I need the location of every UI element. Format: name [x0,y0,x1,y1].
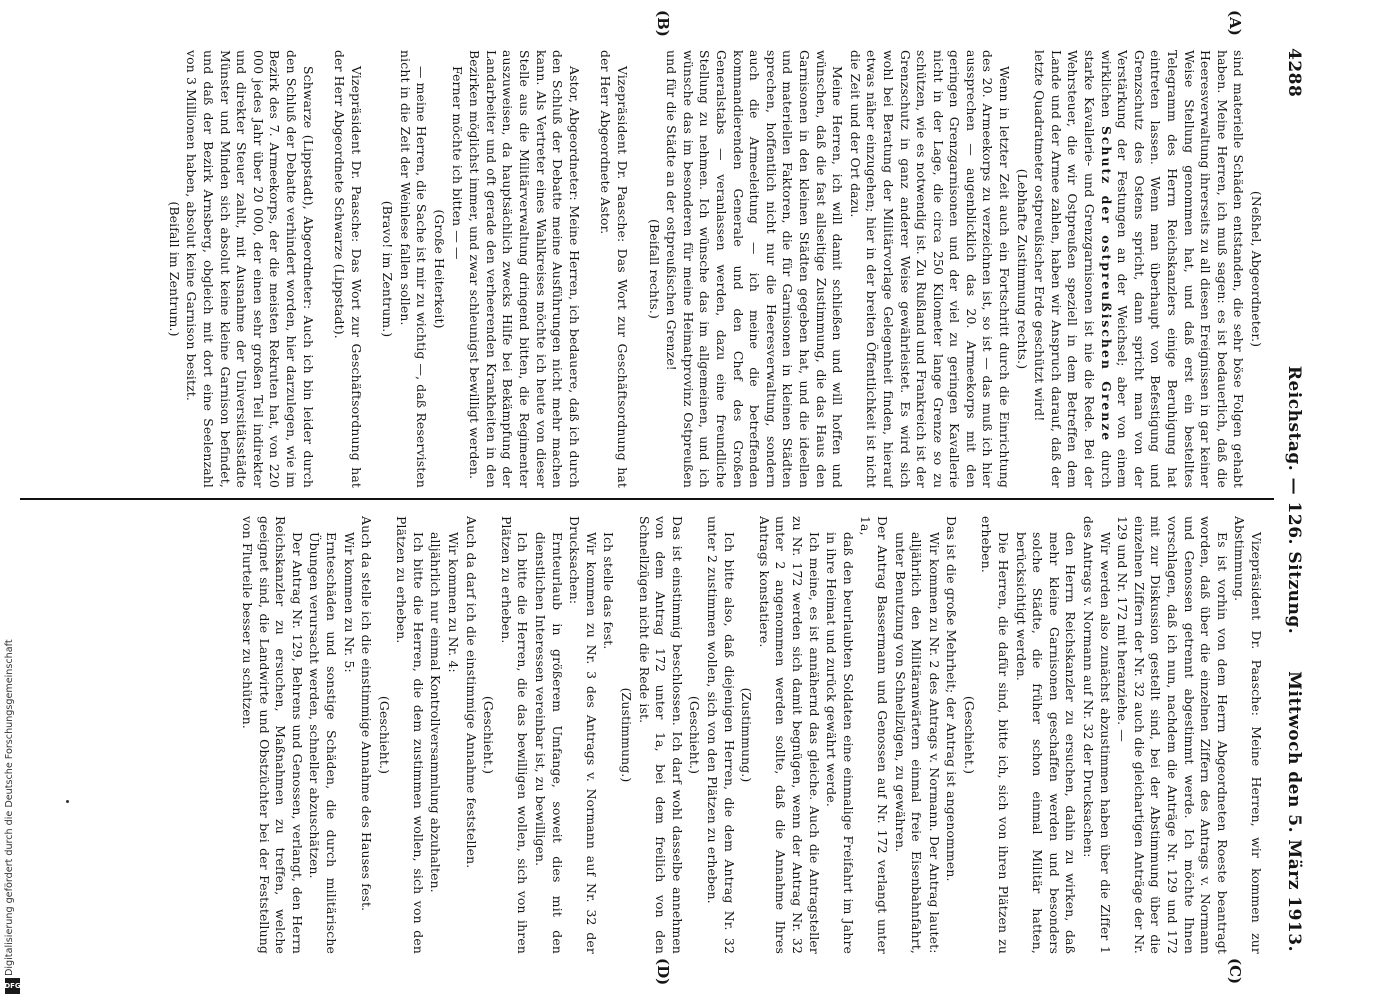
paragraph: Ich bitte die Herren, die das bewilligen wollen, sich von ihren Plätzen zu erheben. [498,516,531,954]
paragraph: Es ist vorhin von dem Herrn Abgeordneten Roeste beantragt worden, daß über die einzelnen Ziffern des Antrags v. Normann und Genossen getrennt abgestimmt werde. Ich möchte Ihnen vorschlagen, daß ich nun, nachdem die Anträge Nr. 129 und 172 mit zur Diskussion gestellt sind, bei der Abstimmung über die einzelnen Ziffern der Nr. 32 auch die gleichartigen Anträge der Nr. 129 und Nr. 172 mit heranziehe. — [1115,516,1230,954]
motion-text: daß den beurlaubten Soldaten eine einmalige Freifahrt im Jahre in ihre Heimat und zurück gewährt werde. [824,532,856,954]
margin-mark-a: (A) [1226,10,1244,36]
paragraph: Wir werden also zunächst abzustimmen haben über die Ziffer 1 des Antrags v. Normann auf Nr. 32 der Drucksachen: [1081,516,1113,954]
margin-mark-c: (C) [1226,958,1244,985]
reaction: (Geschieht.) [481,695,497,775]
paragraph: Wenn in letzter Zeit auch ein Fortschritt durch die Einrichtung des 20. Armeekorps zu verzeichnen ist, so ist — das muß ich hier aussprechen — augenblicklich das 20. Armeekorps mit den geringen Grenzgarnisonen und der viel zu geringen Kavallerie nicht in der Lage, die circa 250 Kilometer lange Grenze so zu schützen, wie es notwendig ist. Zu Rußland und Frankreich ist der Grenzschutz in ganz anderer Weise gewährleistet. Es wird sich wohl bei Beratung der Militärvorlage Gelegenheit finden, hierauf etwas näher einzugehen; hier in der breiten Öffentlichkeit ist nicht die Zeit und der Ort dazu. [847,50,1013,488]
paragraph: Der Antrag Bassermann und Genossen auf Nr. 172 verlangt unter 1a, [858,516,890,954]
paragraph: Vizepräsident Dr. Paasche: Meine Herren, wir kommen zur Abstimmung. [1232,516,1264,954]
footer-credit: Digitalisierung gefördert durch die Deutsche Forschungsgemeinschaft [4,639,15,976]
paragraph: Astor, Abgeordneter: Meine Herren, ich bedauere, daß ich durch den Schluß der Debatte meine Ausführungen nicht mehr machen kann. Als Vertreter eines Wahlkreises möchte ich heute von dieser Stelle aus die Militärverwaltung dringend bitten, die Regimenter auszuweisen, da hauptsächlich zwecks Hilfe bei Bekämpfung der Landarbeiter und oft gerade den verheerenden Krankheiten in den Bezirken möglichst immer, und zwar schleunigst bewilligt werden. [467,50,582,488]
paragraph: Schwarze (Lippstadt), Abgeordneter: Auch ich bin leider durch den Schluß der Debatte verhindert worden, hier darzulegen, wie im Bezirk des 7. Armeekorps, der die meisten Rekruten hat, von 220 000 jedes Jahr über 20 000, der einen sehr großen Teil indirekter und direkter Steuer zahlt, mit Ausnahme der Universitätsstädte Münster und Minden sich absolut keine kleine Garnison befindet, und daß der Bezirk Arnsberg, obgleich mit dort eine Seelenzahl von 3 Millionen haben, absolut keine Garnison besitzt. [184,50,316,488]
paragraph: Meine Herren, ich will damit schließen und will hoffen und wünschen, daß die fast allseitige Zustimmung, die das Haus den Garnisonen in den kleinen Städten gegeben hat, und die ideellen und materiellen Faktoren, die für Garnisonen in kleinen Städten sprechen, hoffentlich nicht nur die Heeresverwaltung, sondern auch die Armeeleitung — ich meine die betreffenden kommandierenden Generale und den Chef des Großen Generalstabs — veranlassen werden, dazu eine freundliche Stellung zu nehmen. Ich wünsche das im allgemeinen, und ich wünsche das im besonderen für meine Heimatprovinz Ostpreußen und für die Städte an der ostpreußischen Grenze! [664,50,846,488]
reaction: (Bravo! im Zentrum.) [380,200,396,338]
speck [66,800,69,803]
reaction: (Lebhafte Zustimmung rechts.) [1014,168,1030,370]
column-divider [20,498,1274,500]
motion-text: Ernteschäden und sonstige Schäden, die durch militärische Übungen verursacht werden, schneller abzuschätzen. [307,532,339,954]
paragraph: Vizepräsident Dr. Paasche: Das Wort zur Geschäftsordnung hat der Herr Abgeordnete Astor. [598,50,631,488]
paragraph: Der Antrag Nr. 129, Behrens und Genossen, verlangt, den Herrn Reichskanzler zu ersuchen, Maßnahmen zu treffen, welche geeignet sind, die Landwirte und Obstzüchter bei der Feststellung von Flurteile besser zu schützen. [239,516,305,954]
left-column [24,50,1264,488]
page-number: 4288 [1284,48,1304,98]
paragraph: Ich bitte die Herren, die dem zustimmen wollen, sich von den Plätzen zu erheben. [394,516,426,954]
reaction: (Geschieht.) [961,695,977,775]
reaction: (Geschieht.) [376,695,392,775]
paragraph: Auch da stelle ich die einstimmige Annahme des Hauses fest. [359,516,375,912]
reaction: (Zustimmung.) [739,687,755,783]
paragraph: Vizepräsident Dr. Paasche: Das Wort zur Geschäftsordnung hat der Herr Abgeordnete Schwarze (Lippstadt). [332,50,364,488]
speaker-note: (Neßhel, Abgeordneter.) [1249,190,1264,348]
motion-text: alljährlich den Militäranwärtern einmal freie Eisenbahnfahrt, unter Benutzung von Schnellzügen, zu gewähren. [892,532,925,954]
reaction: (Geschieht.) [687,695,703,775]
paragraph: Ich stelle das fest. [601,532,617,650]
paragraph: Wir kommen zu Nr. 3 des Antrags v. Normann auf Nr. 32 der Drucksachen: [567,516,599,954]
paragraph: Das ist die große Mehrheit; der Antrag ist angenommen. [944,516,960,882]
reaction: (Große Heiterkeit) [432,209,448,329]
reaction: (Zustimmung.) [619,687,635,783]
paragraph: Wir kommen zu Nr. 4: [446,532,462,673]
paragraph: — meine Herren, die Sache ist mir zu wichtig —, daß Reservisten nicht in die Zeit der Weinlese fallen sollen. [397,50,430,488]
motion-text: Ernteurlaub in größerem Umfange, soweit dies mit den dienstlichen Interessen vereinbar ist, zu bewilligen. [533,532,565,954]
paragraph: Wir kommen zu Nr. 5: [341,532,357,673]
motion-text: den Herrn Reichskanzler zu ersuchen, dahin zu wirken, daß mehr kleine Garnisonen geschaffen werden und besonders solche Städte, die früher schon einmal Militär hatten, berücksichtigt werden. [1013,532,1079,954]
paragraph: Auch da darf ich die einstimmige Annahme feststellen. [463,516,479,869]
reaction: (Beifall rechts.) [646,219,662,319]
reaction: (Beifall im Zentrum.) [166,201,182,337]
margin-mark-b: (B) [654,10,672,37]
paragraph: Die Herren, die dafür sind, bitte ich, sich von ihren Plätzen zu erheben. [979,516,1012,954]
motion-text: alljährlich nur einmal Kontrollversammlung abzuhalten. [428,532,444,893]
emphasis: Schutz der ostpreußischen Grenze [1098,125,1114,443]
digitization-footer [4,606,22,994]
page-header [1278,48,1308,952]
paragraph: Ich meine, es ist annähernd das gleiche. Auch die Antragsteller zu Nr. 172 werden sich damit begnügen, wenn der Antrag Nr. 32 unter 2 angenommen werden sollte, daß die Annahme Ihres Antrags konstatiere. [756,516,822,954]
paragraph: sind materielle Schäden entstanden, die sehr böse Folgen gehabt haben. Meine Herren, ich muß sagen: es ist bedauerlich, daß die Heeresverwaltung ihrerseits zu all diesen Ereignissen in gar keiner Weise Stellung genommen hat, und daß erst ein bestelltes Telegramm des Herrn Reichskanzlers einige Beruhigung hat eintreten lassen. Wenn man überhaupt von Befestigung und Grenzschutz des Ostens spricht, dann spricht man von der Verstärkung der Festungen an der Weichsel; aber von einem wirklichen Schutz der ostpreußischen Grenze durch starke Kavallerie- und Grenzgarnisonen ist nie die Rede. Bei der Wehrsteuer, die wir Ostpreußen speziell in dem Betreffen dem Lande und der Armee zahlen, haben wir Anspruch darauf, daß der letzte Quadratmeter ostpreußischer Erde geschützt wird! [1032,50,1247,488]
paragraph: Ich bitte also, daß diejenigen Herren, die dem Antrag Nr. 32 unter 2 zustimmen wollen, sich von den Plätzen zu erheben. [705,516,737,954]
right-column [24,516,1264,954]
paragraph: Wir kommen zu Nr. 2 des Antrags v. Normann. Der Antrag lautet: [926,532,942,954]
margin-mark-d: (D) [654,958,672,986]
session-title: Reichstag. — 126. Sitzung. [1284,365,1304,635]
paragraph: Ferner möchte ich bitten — — [449,66,465,260]
dfg-logo: DFG [5,978,20,994]
session-date: Mittwoch den 5. März 1913. [1284,671,1304,952]
paragraph: Das ist einstimmig beschlossen. Ich darf wohl dasselbe annehmen von dem Antrag 172 unter 1a, bei dem freilich von den Schnellzügen nicht die Rede ist. [636,516,685,954]
